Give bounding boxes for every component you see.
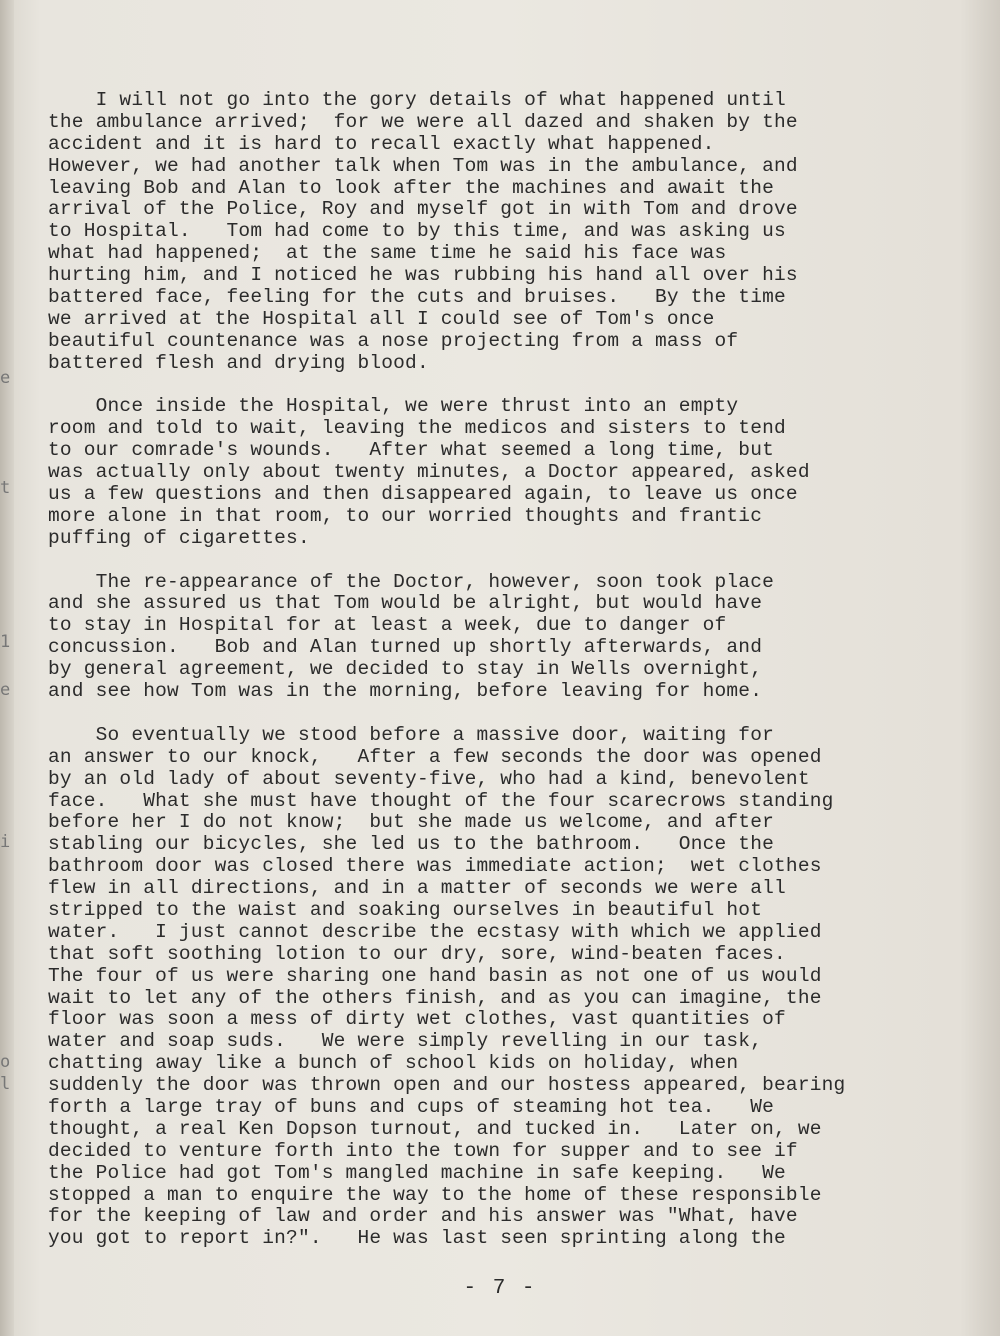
text-line: to stay in Hospital for at least a week, due to danger of (48, 614, 727, 637)
text-line: you got to report in?". He was last seen sprinting along the (48, 1227, 786, 1250)
text-line: an answer to our knock, After a few seconds the door was opened (48, 745, 822, 768)
paragraph (48, 572, 978, 703)
text-line: and see how Tom was in the morning, before leaving for home. (48, 680, 763, 703)
text-line: wait to let any of the others finish, and as you can imagine, the (48, 986, 822, 1009)
text-line: The four of us were sharing one hand basin as not one of us would (48, 964, 822, 987)
paragraph-gap (48, 550, 978, 572)
text-line: chatting away like a bunch of school kids on holiday, when (48, 1052, 739, 1075)
paragraph (48, 725, 978, 1250)
text-line: water. I just cannot describe the ecstasy with which we applied (48, 920, 822, 943)
text-line: forth a large tray of buns and cups of steaming hot tea. We (48, 1095, 775, 1118)
margin-mark: e (0, 680, 11, 700)
text-line: and she assured us that Tom would be alright, but would have (48, 592, 763, 615)
text-line: stabling our bicycles, she led us to the bathroom. Once the (48, 833, 775, 856)
text-line: However, we had another talk when Tom was in the ambulance, and (48, 154, 798, 177)
text-line: accident and it is hard to recall exactly what happened. (48, 132, 715, 155)
body-text (48, 90, 978, 1250)
text-line: flew in all directions, and in a matter of seconds we were all (48, 877, 786, 900)
text-line: So eventually we stood before a massive door, waiting for (48, 723, 775, 746)
text-line: bathroom door was closed there was immediate action; wet clothes (48, 855, 822, 878)
text-line: face. What she must have thought of the four scarecrows standing (48, 789, 834, 812)
binding-edge (0, 0, 14, 1336)
margin-mark: o (0, 1052, 11, 1072)
text-line: for the keeping of law and order and his answer was "What, have (48, 1205, 798, 1228)
paragraph (48, 90, 978, 375)
margin-mark: t (0, 478, 11, 498)
text-line: the ambulance arrived; for we were all dazed and shaken by the (48, 110, 798, 133)
margin-mark: e (0, 368, 11, 388)
text-line: was actually only about twenty minutes, a Doctor appeared, asked (48, 461, 810, 484)
text-line: floor was soon a mess of dirty wet clothes, vast quantities of (48, 1008, 786, 1031)
margin-mark: l (0, 1074, 11, 1094)
text-line: the Police had got Tom's mangled machine in safe keeping. We (48, 1161, 786, 1184)
paragraph-gap (48, 375, 978, 397)
text-line: more alone in that room, to our worried thoughts and frantic (48, 504, 763, 527)
text-line: by an old lady of about seventy-five, who had a kind, benevolent (48, 767, 810, 790)
text-line: to Hospital. Tom had come to by this time, and was asking us (48, 220, 786, 243)
text-line: battered face, feeling for the cuts and bruises. By the time (48, 286, 786, 309)
text-line: thought, a real Ken Dopson turnout, and tucked in. Later on, we (48, 1117, 822, 1140)
text-line: suddenly the door was thrown open and our hostess appeared, bearing (48, 1074, 846, 1097)
text-line: stripped to the waist and soaking ourselves in beautiful hot (48, 898, 763, 921)
margin-mark: 1 (0, 632, 11, 652)
margin-mark: i (0, 832, 11, 852)
text-line: arrival of the Police, Roy and myself got in with Tom and drove (48, 198, 798, 221)
text-line: decided to venture forth into the town for supper and to see if (48, 1139, 798, 1162)
text-line: us a few questions and then disappeared again, to leave us once (48, 483, 798, 506)
text-line: battered flesh and drying blood. (48, 351, 429, 374)
text-line: I will not go into the gory details of what happened until (48, 89, 786, 111)
text-line: leaving Bob and Alan to look after the machines and await the (48, 176, 775, 199)
page-number: - 7 - (463, 1277, 537, 1300)
text-line: stopped a man to enquire the way to the home of these responsible (48, 1183, 822, 1206)
text-line: puffing of cigarettes. (48, 526, 310, 549)
text-line: that soft soothing lotion to our dry, sore, wind-beaten faces. (48, 942, 786, 965)
paragraph-gap (48, 703, 978, 725)
paragraph (48, 396, 978, 549)
text-line: hurting him, and I noticed he was rubbing his hand all over his (48, 264, 798, 287)
text-line: before her I do not know; but she made us welcome, and after (48, 811, 775, 834)
text-line: concussion. Bob and Alan turned up shortly afterwards, and (48, 636, 763, 659)
text-line: water and soap suds. We were simply revelling in our task, (48, 1030, 763, 1053)
text-line: beautiful countenance was a nose projecting from a mass of (48, 329, 739, 352)
text-line: The re-appearance of the Doctor, however, soon took place (48, 570, 775, 593)
text-line: to our comrade's wounds. After what seemed a long time, but (48, 439, 775, 462)
text-line: we arrived at the Hospital all I could see of Tom's once (48, 307, 715, 330)
text-line: by general agreement, we decided to stay in Wells overnight, (48, 658, 763, 681)
text-line: what had happened; at the same time he said his face was (48, 242, 727, 265)
text-line: room and told to wait, leaving the medicos and sisters to tend (48, 417, 786, 440)
text-line: Once inside the Hospital, we were thrust into an empty (48, 395, 739, 418)
